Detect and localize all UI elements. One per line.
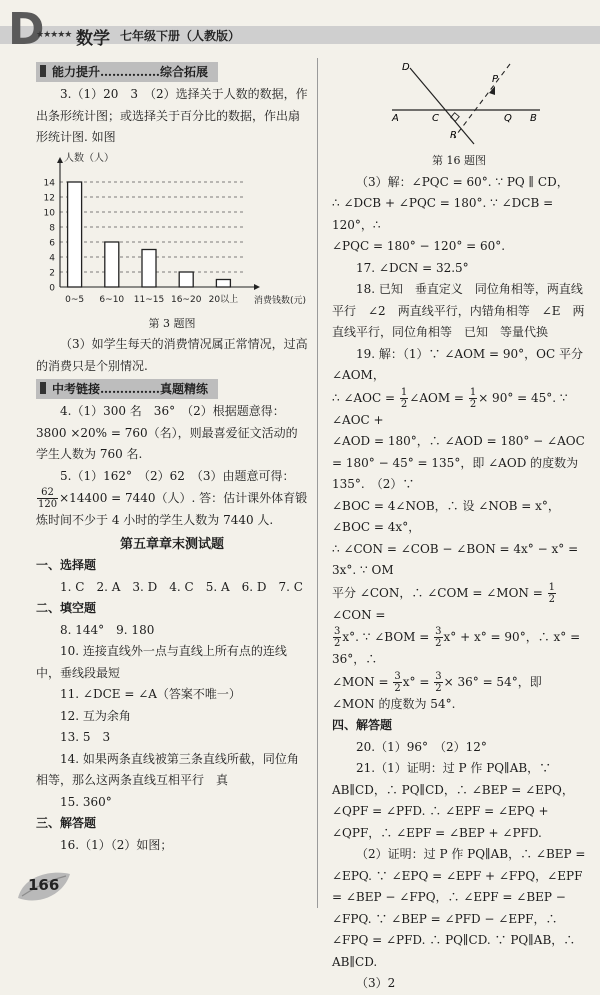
figure-16-caption: 第 16 题图 xyxy=(432,154,486,167)
fraction: $\frac{62}{120}$ xyxy=(38,487,58,510)
answer-f8: 8. 144° 9. 180 xyxy=(60,622,155,637)
answer-f15: 15. 360° xyxy=(60,794,112,809)
grade-label: 七年级下册（人教版） xyxy=(120,29,241,43)
y-tick-label: 2 xyxy=(49,268,55,278)
answer-16-3-a: （3）解：∠PQC = 60°. ∵ PQ ∥ CD， xyxy=(356,174,569,189)
answer-16-3-c: ∠PQC = 180° − 120° = 60°. xyxy=(332,239,506,253)
answer-21-1: 21.（1）证明：过 P 作 PQ∥AB，∵ AB∥CD，∴ PQ∥CD，∴ ∠BEP = ∠EPQ，∠QPF = ∠PFD. ∴ ∠EPF = ∠EPQ + ∠QPF，∴ ∠EPF = ∠BEP + ∠PFD. xyxy=(332,761,574,840)
difficulty-stars: ★★★★★ xyxy=(36,30,72,40)
answer-f14: 14. 如果两条直线被第三条直线所截，同位角相等，那么这两条直线互相平行 真 xyxy=(36,751,299,787)
x-axis-label: 消费钱数(元) xyxy=(253,295,306,306)
left-column xyxy=(36,60,308,856)
answer-f10: 10. 连接直线外一点与直线上所有点的连线中，垂线段最短 xyxy=(36,644,287,680)
section-banner-text: 中考链接……………真题精练 xyxy=(52,382,209,396)
figure-16 xyxy=(332,58,586,150)
y-axis-label: 人数（人） xyxy=(64,152,114,164)
answer-19-h: ∠MON = $\frac{3}{2}$ x° = $\frac{3}{2}$ × 36° = 54°，即 ∠MON 的度数为 54°. xyxy=(332,670,542,711)
y-tick-label: 4 xyxy=(49,253,55,263)
answer-f12: 12. 互为余角 xyxy=(60,708,131,723)
chart-caption: 第 3 题图 xyxy=(148,316,196,330)
fig-label-r: R xyxy=(450,130,457,141)
answer-21-2: （2）证明：过 P 作 PQ∥AB，∴ ∠BEP = ∠EPQ. ∵ ∠EPQ = ∠EPF + ∠FPQ，∠EPF = ∠BEP − ∠FPQ，∴ ∠EPF = ∠BEP − ∠FPQ. ∵ ∠BEP = ∠PFD − ∠EPF，∴ ∠FPQ = ∠PFD. ∴ PQ∥CD. ∵ PQ∥AB，∴ AB∥CD. xyxy=(332,847,586,969)
x-tick-label: 11~15 xyxy=(133,294,165,305)
answer-f16: 16.（1）（2）如图； xyxy=(60,837,173,852)
y-axis-arrow xyxy=(57,157,63,163)
answer-19-c: ∠AOD = 180°，∴ ∠AOD = 180° − ∠AOC = 180° − 45° = 135°，即 ∠AOD 的度数为 135°. （2）∵ xyxy=(332,434,585,491)
y-tick-label: 14 xyxy=(43,178,55,188)
answer-19-g: $\frac{3}{2}$ x°. ∵ ∠BOM = $\frac{3}{2}$ x° + x° = 90°，∴ x° = 36°，∴ xyxy=(332,626,581,666)
x-tick-label: 0~5 xyxy=(65,294,85,305)
fig-label-q: Q xyxy=(504,113,512,124)
x-axis-arrow xyxy=(254,284,260,290)
section-banner-text: 能力提升……………综合拓展 xyxy=(52,65,209,79)
y-tick-label: 8 xyxy=(49,223,55,233)
bar xyxy=(179,272,193,287)
fig-label-a: A xyxy=(392,113,399,124)
section-banner-ability xyxy=(36,62,218,82)
answer-19-e: ∴ ∠CON = ∠COB − ∠BON = 4x° − x° = 3x°. ∵ OM xyxy=(332,541,579,577)
answer-19-b: ∴ ∠AOC = $\frac{1}{2}$ ∠AOM = $\frac{1}{2}$ × 90° = 45°. ∵ ∠AOC + xyxy=(332,386,568,427)
fig-label-b: B xyxy=(530,113,537,124)
answer-19-d: ∠BOC = 4∠NOB，∴ 设 ∠NOB = x°，∠BOC = 4x°， xyxy=(332,498,560,534)
x-tick-label: 20以上 xyxy=(208,294,239,305)
answer-q3-a: 3.（1）20 3 （2）选择关于人数的数据，作出条形统计图；或选择关于百分比的数据，作出扇形统计图. 如图 xyxy=(36,87,308,144)
y-tick-label: 10 xyxy=(43,208,55,218)
heading-fill: 二、填空题 xyxy=(36,601,97,615)
heading-choice: 一、选择题 xyxy=(36,558,97,572)
answer-q5-a: 5.（1）162° （2）62 （3）由题意可得： xyxy=(60,468,295,483)
x-tick-label: 16~20 xyxy=(170,294,202,305)
answer-q3-b: （3）如学生每天的消费情况属正常情况，过高的消费只是个别情况. xyxy=(36,337,308,373)
subject-title: 数学 xyxy=(76,29,110,49)
answer-q5-b: $\frac{62}{120}$ ×14400 = 7440（人）. 答：估计课外体育锻炼时间不少于 4 小时的学生人数为 7440 人. xyxy=(36,487,308,527)
fig-label-p: P xyxy=(492,74,499,85)
answer-f13: 13. 5 3 xyxy=(60,730,111,744)
answer-16-3-b: ∴ ∠DCB + ∠PQC = 180°. ∵ ∠DCB = 120°，∴ xyxy=(332,196,554,232)
answer-21-3: （3）2 xyxy=(356,976,396,990)
bar xyxy=(216,279,230,287)
bar xyxy=(105,242,119,287)
section-banner-exam xyxy=(36,379,218,399)
fig-label-c: C xyxy=(432,113,439,124)
bar xyxy=(142,249,156,287)
answer-q4: 4.（1）300 名 36° （2）根据题意得：3800 ×20% = 760（名），则最喜爱征文活动的学生人数为 760 名. xyxy=(36,404,298,461)
answer-20: 20.（1）96° （2）12° xyxy=(356,739,487,754)
page-number: 166 xyxy=(28,876,60,894)
bar xyxy=(68,182,82,287)
fig-label-d: D xyxy=(402,62,410,73)
bar-chart xyxy=(36,149,308,313)
series-logo-letter: D xyxy=(8,4,43,55)
answer-f11: 11. ∠DCE = ∠A（答案不唯一） xyxy=(60,687,241,701)
test-title: 第五章章末测试题 xyxy=(119,536,224,552)
answer-19-a: 19. 解：（1）∵ ∠AOM = 90°，OC 平分 ∠AOM， xyxy=(332,346,583,382)
heading-solve-2: 四、解答题 xyxy=(332,718,393,732)
answer-17: 17. ∠DCN = 32.5° xyxy=(356,260,469,275)
y-tick-label: 6 xyxy=(49,238,55,248)
answer-mc: 1. C 2. A 3. D 4. C 5. A 6. D 7. C xyxy=(60,579,303,594)
heading-solve: 三、解答题 xyxy=(36,816,97,830)
answer-18: 18. 已知 垂直定义 同位角相等，两直线平行 ∠2 两直线平行，内错角相等 ∠E 两直线平行，同位角相等 已知 等量代换 xyxy=(332,282,585,339)
y-tick-label: 12 xyxy=(43,193,55,203)
answer-19-f: 平分 ∠CON，∴ ∠COM = ∠MON = $\frac{1}{2}$ ∠CON = xyxy=(332,581,556,622)
column-divider xyxy=(317,58,318,908)
y-tick-label: 0 xyxy=(49,283,55,293)
right-column xyxy=(332,58,586,995)
x-tick-label: 6~10 xyxy=(99,294,125,305)
page-header xyxy=(0,0,600,55)
